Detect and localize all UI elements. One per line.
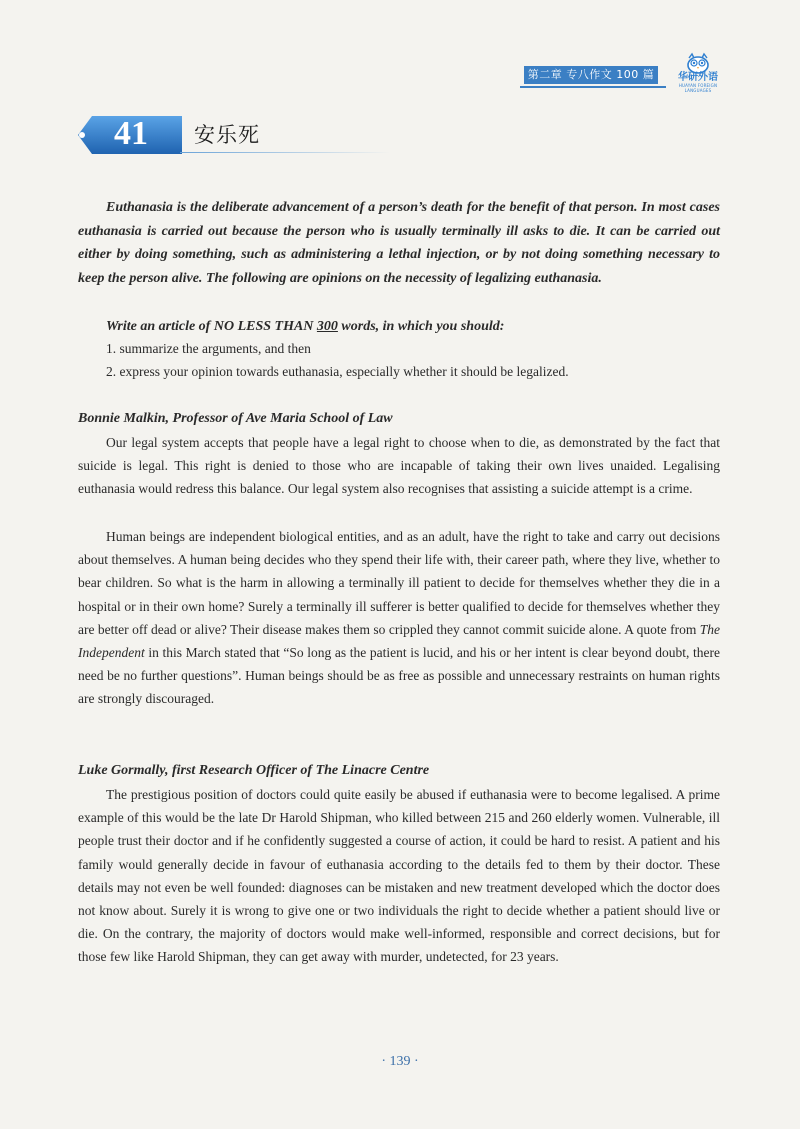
brand-subtitle: HUAYAN FOREIGN LANGUAGES	[678, 83, 718, 93]
paragraph: The prestigious position of doctors could quite easily be abused if euthanasia were to become legalised. A prime example of this would be the late Dr Harold Shipman, who killed between 215 and 260 elderly women. Vulnerable, ill people trust their doctor and if he confidently suggested a course of action, it could be hard to resist. A patient and his family would generally decide in favour of euthanasia according to the details fed to them by their doctor. These details may not even be well founded: diagnoses can be mistaken and new treatment developed which the doctor does not know about. Surely it is wrong to give one or two individuals the right to decide whether a patient should live or die. On the contrary, the majority of doctors would make well-informed, responsible and correct decisions, but for those few like Harold Shipman, they can get away with murder, undetected, for 23 years.	[78, 787, 720, 965]
paragraph: Our legal system accepts that people have a legal right to choose when to die, as demonstrated by the fact that suicide is legal. This right is denied to those who are incapable of taking their own lives unaided. Legalising euthanasia would redress this balance. Our legal system also recognises that assisting a suicide attempt is a crime.	[78, 435, 720, 497]
essay-number: 41	[114, 115, 148, 152]
word-count: 300	[316, 319, 338, 334]
paragraph-text: Human beings are independent biological entities, and as an adult, have the right to take and carry out decisions about themselves. A human being decides who they spend their life with, their career path, where they live, whether to bear children. So what is the harm in allowing a terminally ill patient to decide for themselves whether they die in a hospital or in their own home? Surely a terminally ill sufferer is better qualified to decide for themselves whether they are better off dead or alive? Their disease makes them so crippled they cannot commit suicide alone. A quote from	[78, 529, 720, 637]
paragraph-text: in this March stated that “So long as the patient is lucid, and his or her intent is clear beyond doubt, there need be no further questions”. Human beings should be as free as possible and unnecessary restraints on human rights are strongly discouraged.	[78, 645, 720, 707]
section-heading-gormally: Luke Gormally, first Research Officer of The Linacre Centre	[78, 763, 430, 778]
essay-title: 安乐死	[194, 123, 260, 147]
list-item: 1. summarize the arguments, and then	[106, 341, 311, 356]
instruction-after: words, in which you should:	[337, 319, 505, 334]
list-item: 2. express your opinion towards euthanasia, especially whether it should be legalized.	[106, 364, 569, 379]
publication-title: The Independent	[78, 621, 720, 661]
header-rule	[520, 86, 666, 88]
chapter-label: 第二章 专八作文 100 篇	[524, 66, 658, 84]
instruction-before: Write an article of NO LESS THAN	[106, 319, 317, 334]
instruction-text	[106, 316, 726, 338]
paragraph	[78, 525, 720, 711]
owl-mascot-icon	[683, 52, 713, 74]
title-underline	[180, 152, 390, 153]
brand-name: 华研外语	[678, 72, 718, 83]
page-number: · 139 ·	[381, 1054, 419, 1069]
section-heading-malkin: Bonnie Malkin, Professor of Ave Maria School of Law	[78, 411, 393, 426]
prompt-text: Euthanasia is the deliberate advancement of a person’s death for the benefit of that person. In most cases euthanasia is carried out because the person who is usually terminally ill asks to die. It can be carried out either by doing something, such as administering a lethal injection, or by not doing something necessary to keep the person alive. The following are opinions on the necessity of legalizing euthanasia.	[78, 200, 720, 286]
brand-logo	[672, 52, 724, 92]
